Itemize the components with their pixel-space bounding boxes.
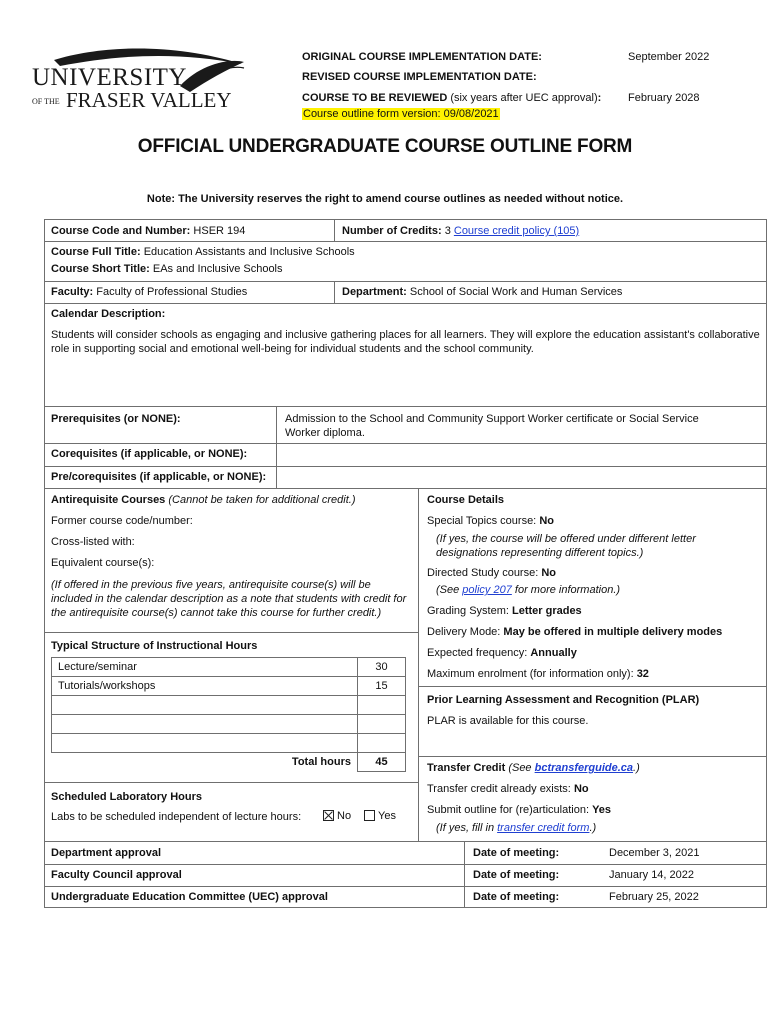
- transfer-title: Transfer Credit: [427, 762, 506, 774]
- form-note-end: .): [589, 822, 597, 834]
- submit-rearticulation: [427, 804, 611, 816]
- logo-line1: UNIVERSITY: [32, 64, 187, 91]
- approval-date: December 3, 2021: [609, 847, 700, 859]
- directed-study: [427, 567, 556, 579]
- approval-date-label: Date of meeting:: [473, 891, 560, 903]
- hours-table: [51, 657, 406, 772]
- prerequisites-value: Admission to the School and Community Support Worker certificate or Social Service Worker diploma.: [285, 413, 699, 439]
- enrol-label: Maximum enrolment (for information only):: [427, 668, 634, 680]
- transfer-exists: [427, 783, 589, 795]
- grading-value: Letter grades: [511, 605, 582, 617]
- directed-value: No: [541, 567, 557, 579]
- lab-yes-label: Yes: [378, 810, 396, 822]
- short-title-value: EAs and Inclusive Schools: [152, 263, 283, 275]
- directed-label: Directed Study course:: [427, 567, 539, 579]
- hours-total-label: Total hours: [52, 753, 358, 772]
- plar-text: PLAR is available for this course.: [427, 715, 589, 727]
- table-row: [52, 734, 406, 753]
- details-title: Course Details: [427, 494, 505, 506]
- department: [342, 286, 622, 298]
- former-course: Former course code/number:: [51, 515, 193, 527]
- max-enrolment: [427, 668, 649, 680]
- review-label: COURSE TO BE REVIEWED: [302, 92, 448, 104]
- faculty: [51, 286, 247, 298]
- precorequisites-label: Pre/corequisites (if applicable, or NONE):: [51, 471, 267, 483]
- hours-row-label: [52, 715, 358, 734]
- transfer-heading: [427, 762, 640, 774]
- lab-no-label: No: [337, 810, 352, 822]
- delivery-label: Delivery Mode:: [427, 626, 501, 638]
- special-note: (If yes, the course will be offered under different letter designations representing different topics.): [436, 533, 696, 559]
- submit-value: Yes: [592, 804, 612, 816]
- credits-value: 3: [444, 225, 451, 237]
- course-short-title: [51, 263, 283, 275]
- lab-option-yes[interactable]: [364, 810, 396, 822]
- short-title-label: Course Short Title:: [51, 263, 150, 275]
- faculty-value: Faculty of Professional Studies: [96, 286, 248, 298]
- hours-row-value: [358, 696, 406, 715]
- department-label: Department:: [342, 286, 407, 298]
- approval-date-label: Date of meeting:: [473, 847, 560, 859]
- department-value: School of Social Work and Human Services: [409, 286, 623, 298]
- course-code-label: Course Code and Number:: [51, 225, 191, 237]
- original-date-label: ORIGINAL COURSE IMPLEMENTATION DATE:: [302, 51, 542, 63]
- table-row: [52, 696, 406, 715]
- review-line: [302, 92, 601, 104]
- policy-see: (See: [436, 584, 463, 596]
- course-full-title: [51, 246, 355, 258]
- form-title: OFFICIAL UNDERGRADUATE COURSE OUTLINE FORM: [137, 136, 633, 157]
- lab-question: Labs to be scheduled independent of lecture hours:: [51, 811, 302, 823]
- lab-option-no[interactable]: [323, 810, 351, 822]
- antireq-note: (If offered in the previous five years, antirequisite course(s) will be included in the calendar description as a note that students with credit for the antirequisite course(s) cannot take this course for further credit.): [51, 579, 407, 619]
- bctransferguide-link[interactable]: bctransferguide.ca: [534, 762, 634, 774]
- frequency-value: Annually: [530, 647, 577, 659]
- corequisites-label: Corequisites (if applicable, or NONE):: [51, 448, 248, 460]
- transfer-credit-form-link[interactable]: transfer credit form: [497, 822, 590, 834]
- transfer-see-end: .): [633, 762, 640, 774]
- hours-row-label: Tutorials/workshops: [52, 677, 358, 696]
- full-title-label: Course Full Title:: [51, 246, 141, 258]
- hours-row-value: [358, 734, 406, 753]
- plar-title: Prior Learning Assessment and Recognition (PLAR): [427, 694, 700, 706]
- calendar-text: Students will consider schools as engaging and inclusive gathering places for all learners. They will explore the education assistant's collaborative role in supporting social and emotional well-being for individual students and the school community.: [51, 329, 760, 355]
- amend-note: Note: The University reserves the right to amend course outlines as needed without notice.: [146, 193, 624, 205]
- antireq-title-note: (Cannot be taken for additional credit.): [168, 494, 356, 506]
- enrol-value: 32: [636, 668, 649, 680]
- hours-row-value: 15: [358, 677, 406, 696]
- transfer-form-note: [436, 822, 596, 834]
- hours-row-label: [52, 734, 358, 753]
- policy-rest: for more information.): [511, 584, 621, 596]
- course-code: [51, 225, 245, 237]
- form-note-start: (If yes, fill in: [436, 822, 498, 834]
- table-row: [52, 658, 406, 677]
- submit-label: Submit outline for (re)articulation:: [427, 804, 590, 816]
- hours-total-value: 45: [358, 753, 406, 772]
- course-credits: [342, 225, 579, 237]
- hours-total-row: [52, 753, 406, 772]
- revised-date-label: REVISED COURSE IMPLEMENTATION DATE:: [302, 71, 537, 83]
- policy-note: [436, 584, 620, 596]
- transfer-exists-label: Transfer credit already exists:: [427, 783, 571, 795]
- delivery-value: May be offered in multiple delivery modes: [503, 626, 723, 638]
- special-value: No: [539, 515, 554, 527]
- transfer-exists-value: No: [573, 783, 589, 795]
- original-date-value: September 2022: [628, 51, 710, 63]
- approval-label: Undergraduate Education Committee (UEC) approval: [51, 891, 328, 903]
- grading-system: [427, 605, 582, 617]
- calendar-label: Calendar Description:: [51, 308, 166, 320]
- approval-date-label: Date of meeting:: [473, 869, 560, 881]
- lab-yes-checkbox[interactable]: [364, 810, 375, 821]
- approval-date: January 14, 2022: [609, 869, 695, 881]
- approval-label: Department approval: [51, 847, 162, 859]
- hours-row-label: [52, 696, 358, 715]
- hours-row-value: [358, 715, 406, 734]
- expected-frequency: [427, 647, 577, 659]
- antireq-title: Antirequisite Courses: [51, 494, 166, 506]
- policy-207-link[interactable]: policy 207: [462, 584, 512, 596]
- hours-row-value: 30: [358, 658, 406, 677]
- review-colon: :: [597, 92, 602, 104]
- cross-listed: Cross-listed with:: [51, 536, 135, 548]
- lab-title: Scheduled Laboratory Hours: [51, 791, 202, 803]
- antireq-heading: [51, 494, 355, 506]
- review-date-value: February 2028: [628, 92, 700, 104]
- lab-no-checkbox[interactable]: [323, 810, 334, 821]
- approval-label: Faculty Council approval: [51, 869, 182, 881]
- logo-prefix: OF THE: [32, 97, 60, 106]
- hours-title: Typical Structure of Instructional Hours: [51, 640, 258, 652]
- logo-line2: FRASER VALLEY: [66, 88, 232, 112]
- table-row: [52, 677, 406, 696]
- frequency-label: Expected frequency:: [427, 647, 528, 659]
- review-note: (six years after UEC approval): [450, 92, 598, 104]
- approval-date: February 25, 2022: [609, 891, 699, 903]
- faculty-label: Faculty:: [51, 286, 94, 298]
- credits-label: Number of Credits:: [342, 225, 442, 237]
- equivalent-courses: Equivalent course(s):: [51, 557, 155, 569]
- transfer-see: (See: [508, 762, 535, 774]
- grading-label: Grading System:: [427, 605, 509, 617]
- credit-policy-link[interactable]: Course credit policy (105): [453, 225, 580, 237]
- table-row: [52, 715, 406, 734]
- university-logo: [30, 44, 250, 122]
- special-label: Special Topics course:: [427, 515, 537, 527]
- course-code-value: HSER 194: [193, 225, 246, 237]
- prerequisites-label: Prerequisites (or NONE):: [51, 413, 181, 425]
- delivery-mode: [427, 626, 722, 638]
- full-title-value: Education Assistants and Inclusive Schools: [143, 246, 355, 258]
- form-version: Course outline form version: 09/08/2021: [303, 108, 499, 120]
- hours-row-label: Lecture/seminar: [52, 658, 358, 677]
- special-topics: [427, 515, 554, 527]
